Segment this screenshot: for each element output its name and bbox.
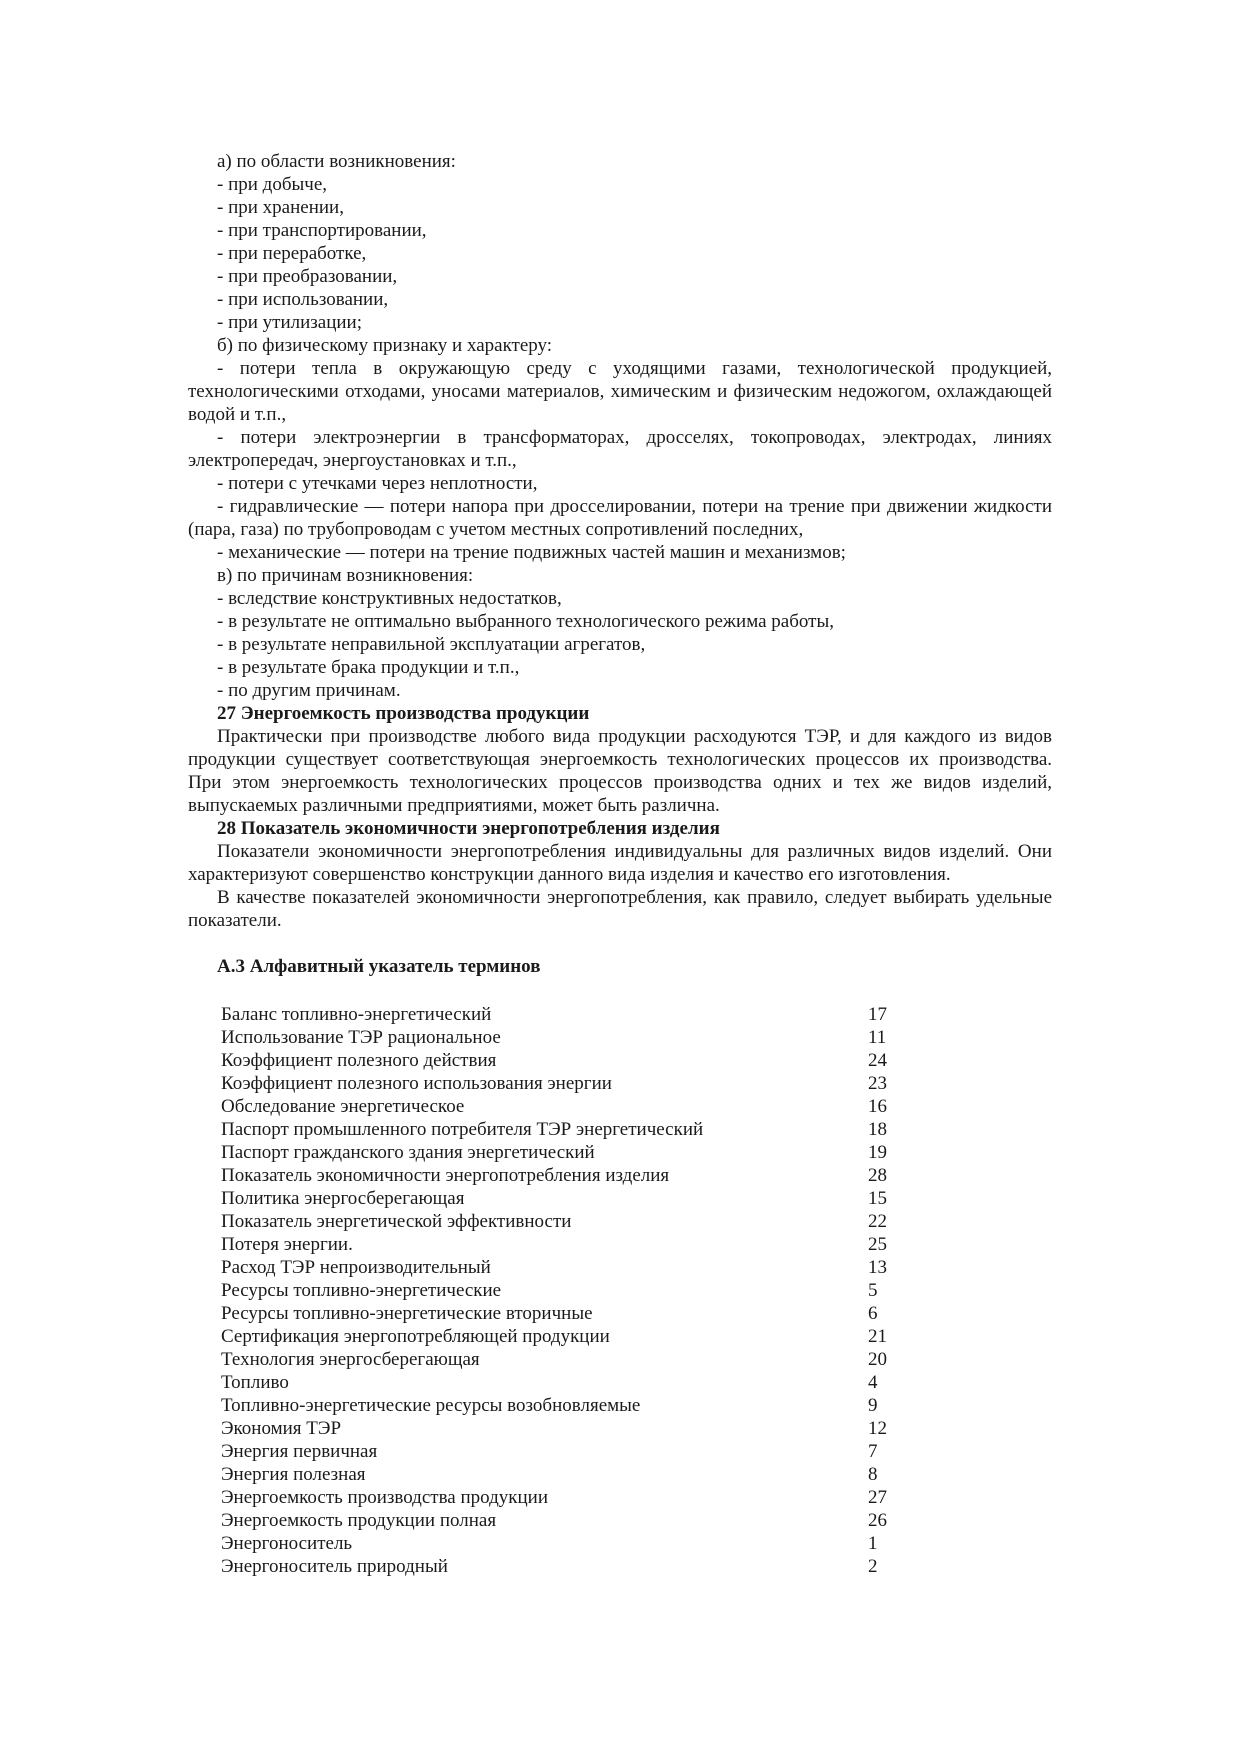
index-number: 4	[868, 1372, 878, 1393]
index-number: 11	[868, 1027, 887, 1048]
section-c	[188, 564, 1052, 702]
index-term: Баланс топливно-энергетический	[221, 1004, 492, 1025]
index-term: Сертификация энергопотребляющей продукции	[221, 1326, 610, 1347]
index-row	[221, 1279, 901, 1302]
list-item: - при добыче,	[217, 174, 328, 195]
section-a-label: а) по области возникновения:	[217, 151, 456, 172]
index-term: Паспорт промышленного потребителя ТЭР энергетический	[221, 1119, 704, 1140]
index-term: Коэффициент полезного использования энергии	[221, 1073, 612, 1094]
index-term: Энергоемкость производства продукции	[221, 1487, 549, 1508]
index-row	[221, 1233, 901, 1256]
index-number: 24	[868, 1050, 887, 1071]
index-number: 20	[868, 1349, 887, 1370]
index-row	[221, 1532, 901, 1555]
index-term: Ресурсы топливно-энергетические	[221, 1280, 502, 1301]
list-item: - по другим причинам.	[217, 680, 401, 701]
index-number: 13	[868, 1257, 887, 1278]
index-number: 23	[868, 1073, 887, 1094]
index-row	[221, 1141, 901, 1164]
list-item: - вследствие конструктивных недостатков,	[217, 588, 562, 609]
term-27	[188, 702, 1052, 817]
index-row	[221, 1486, 901, 1509]
index-term: Топливо	[221, 1372, 289, 1393]
index-number: 27	[868, 1487, 887, 1508]
index-row	[221, 1095, 901, 1118]
index-number: 21	[868, 1326, 887, 1347]
list-item: - потери тепла в окружающую среду с уходящими газами, технологической продукцией, технологическими отходами, уносами материалов, химическим и физическим недожогом, охлаждающей водой и т.п.,	[188, 358, 1052, 425]
term-28-paragraph: В качестве показателей экономичности энергопотребления, как правило, следует выбирать удельные показатели.	[188, 887, 1052, 931]
index-row	[221, 1072, 901, 1095]
index-number: 16	[868, 1096, 887, 1117]
index-term: Использование ТЭР рациональное	[221, 1027, 501, 1048]
index-number: 17	[868, 1004, 887, 1025]
index-term: Экономия ТЭР	[221, 1418, 342, 1439]
section-b	[188, 334, 1052, 564]
section-a	[188, 150, 1052, 334]
section-c-label: в) по причинам возникновения:	[217, 565, 474, 586]
index-number: 19	[868, 1142, 887, 1163]
term-28	[188, 817, 1052, 932]
index-number: 2	[868, 1556, 878, 1577]
index-row	[221, 1187, 901, 1210]
index-number: 28	[868, 1165, 887, 1186]
index-number: 8	[868, 1464, 878, 1485]
index-term: Топливно-энергетические ресурсы возобновляемые	[221, 1395, 641, 1416]
index-row	[221, 1463, 901, 1486]
index-term: Показатель энергетической эффективности	[221, 1211, 572, 1232]
index-term: Расход ТЭР непроизводительный	[221, 1257, 491, 1278]
index-term: Обследование энергетическое	[221, 1096, 465, 1117]
index-row	[221, 1049, 901, 1072]
index-term: Энергия полезная	[221, 1464, 366, 1485]
index-number: 9	[868, 1395, 878, 1416]
list-item: - при утилизации;	[217, 312, 363, 333]
index-row	[221, 1210, 901, 1233]
term-27-heading: 27 Энергоемкость производства продукции	[217, 703, 590, 724]
index-title: А.3 Алфавитный указатель терминов	[217, 956, 541, 977]
document-page	[188, 150, 1052, 1578]
index-term: Паспорт гражданского здания энергетический	[221, 1142, 595, 1163]
index-term: Потеря энергии.	[221, 1234, 353, 1255]
index-row	[221, 1256, 901, 1279]
index-number: 15	[868, 1188, 887, 1209]
section-b-label: б) по физическому признаку и характеру:	[217, 335, 553, 356]
term-27-text: Практически при производстве любого вида продукции расходуются ТЭР, и для каждого из видов продукции существует соответствующая энергоемкость технологических процессов их производства. При этом энергоемкость технологических процессов производства одних и тех же видов изделий, выпускаемых различными предприятиями, может быть различна.	[188, 726, 1052, 816]
index-table	[221, 1003, 901, 1578]
list-item: - гидравлические — потери напора при дросселировании, потери на трение при движении жидкости (пара, газа) по трубопроводам с учетом местных сопротивлений последних,	[188, 496, 1052, 540]
list-item: - в результате не оптимально выбранного технологического режима работы,	[217, 611, 834, 632]
index-term: Показатель экономичности энергопотребления изделия	[221, 1165, 670, 1186]
list-item: - потери с утечками через неплотности,	[217, 473, 538, 494]
index-number: 25	[868, 1234, 887, 1255]
index-number: 18	[868, 1119, 887, 1140]
index-row	[221, 1555, 901, 1578]
index-row	[221, 1302, 901, 1325]
index-term: Технология энергосберегающая	[221, 1349, 480, 1370]
index-number: 7	[868, 1441, 878, 1462]
index-row	[221, 1003, 901, 1026]
list-item: - при транспортировании,	[217, 220, 427, 241]
list-item: - при использовании,	[217, 289, 389, 310]
list-item: - механические — потери на трение подвижных частей машин и механизмов;	[217, 542, 846, 563]
index-number: 5	[868, 1280, 878, 1301]
index-term: Энергия первичная	[221, 1441, 378, 1462]
list-item: - при хранении,	[217, 197, 344, 218]
index-row	[221, 1026, 901, 1049]
index-row	[221, 1118, 901, 1141]
term-28-heading: 28 Показатель экономичности энергопотребления изделия	[217, 818, 720, 839]
index-row	[221, 1325, 901, 1348]
list-item: - в результате брака продукции и т.п.,	[217, 657, 520, 678]
list-item: - в результате неправильной эксплуатации агрегатов,	[217, 634, 646, 655]
index-row	[221, 1164, 901, 1187]
index-term: Политика энергосберегающая	[221, 1188, 465, 1209]
index-row	[221, 1348, 901, 1371]
term-28-paragraph: Показатели экономичности энергопотребления индивидуальны для различных видов изделий. Они характеризуют совершенство конструкции данного вида изделия и качество его изготовления.	[188, 841, 1052, 885]
index-term: Энергоноситель	[221, 1533, 353, 1554]
index-number: 6	[868, 1303, 878, 1324]
index-number: 26	[868, 1510, 887, 1531]
index-term: Коэффициент полезного действия	[221, 1050, 497, 1071]
index-term: Ресурсы топливно-энергетические вторичные	[221, 1303, 593, 1324]
index-row	[221, 1440, 901, 1463]
index-term: Энергоноситель природный	[221, 1556, 448, 1577]
index-term: Энергоемкость продукции полная	[221, 1510, 497, 1531]
index-number: 1	[868, 1533, 878, 1554]
index-row	[221, 1394, 901, 1417]
list-item: - потери электроэнергии в трансформаторах, дросселях, токопроводах, электродах, линиях электропередач, энергоустановках и т.п.,	[188, 427, 1052, 471]
index-number: 22	[868, 1211, 887, 1232]
index-row	[221, 1509, 901, 1532]
index-row	[221, 1371, 901, 1394]
list-item: - при преобразовании,	[217, 266, 398, 287]
list-item: - при переработке,	[217, 243, 367, 264]
index-number: 12	[868, 1418, 887, 1439]
index-row	[221, 1417, 901, 1440]
